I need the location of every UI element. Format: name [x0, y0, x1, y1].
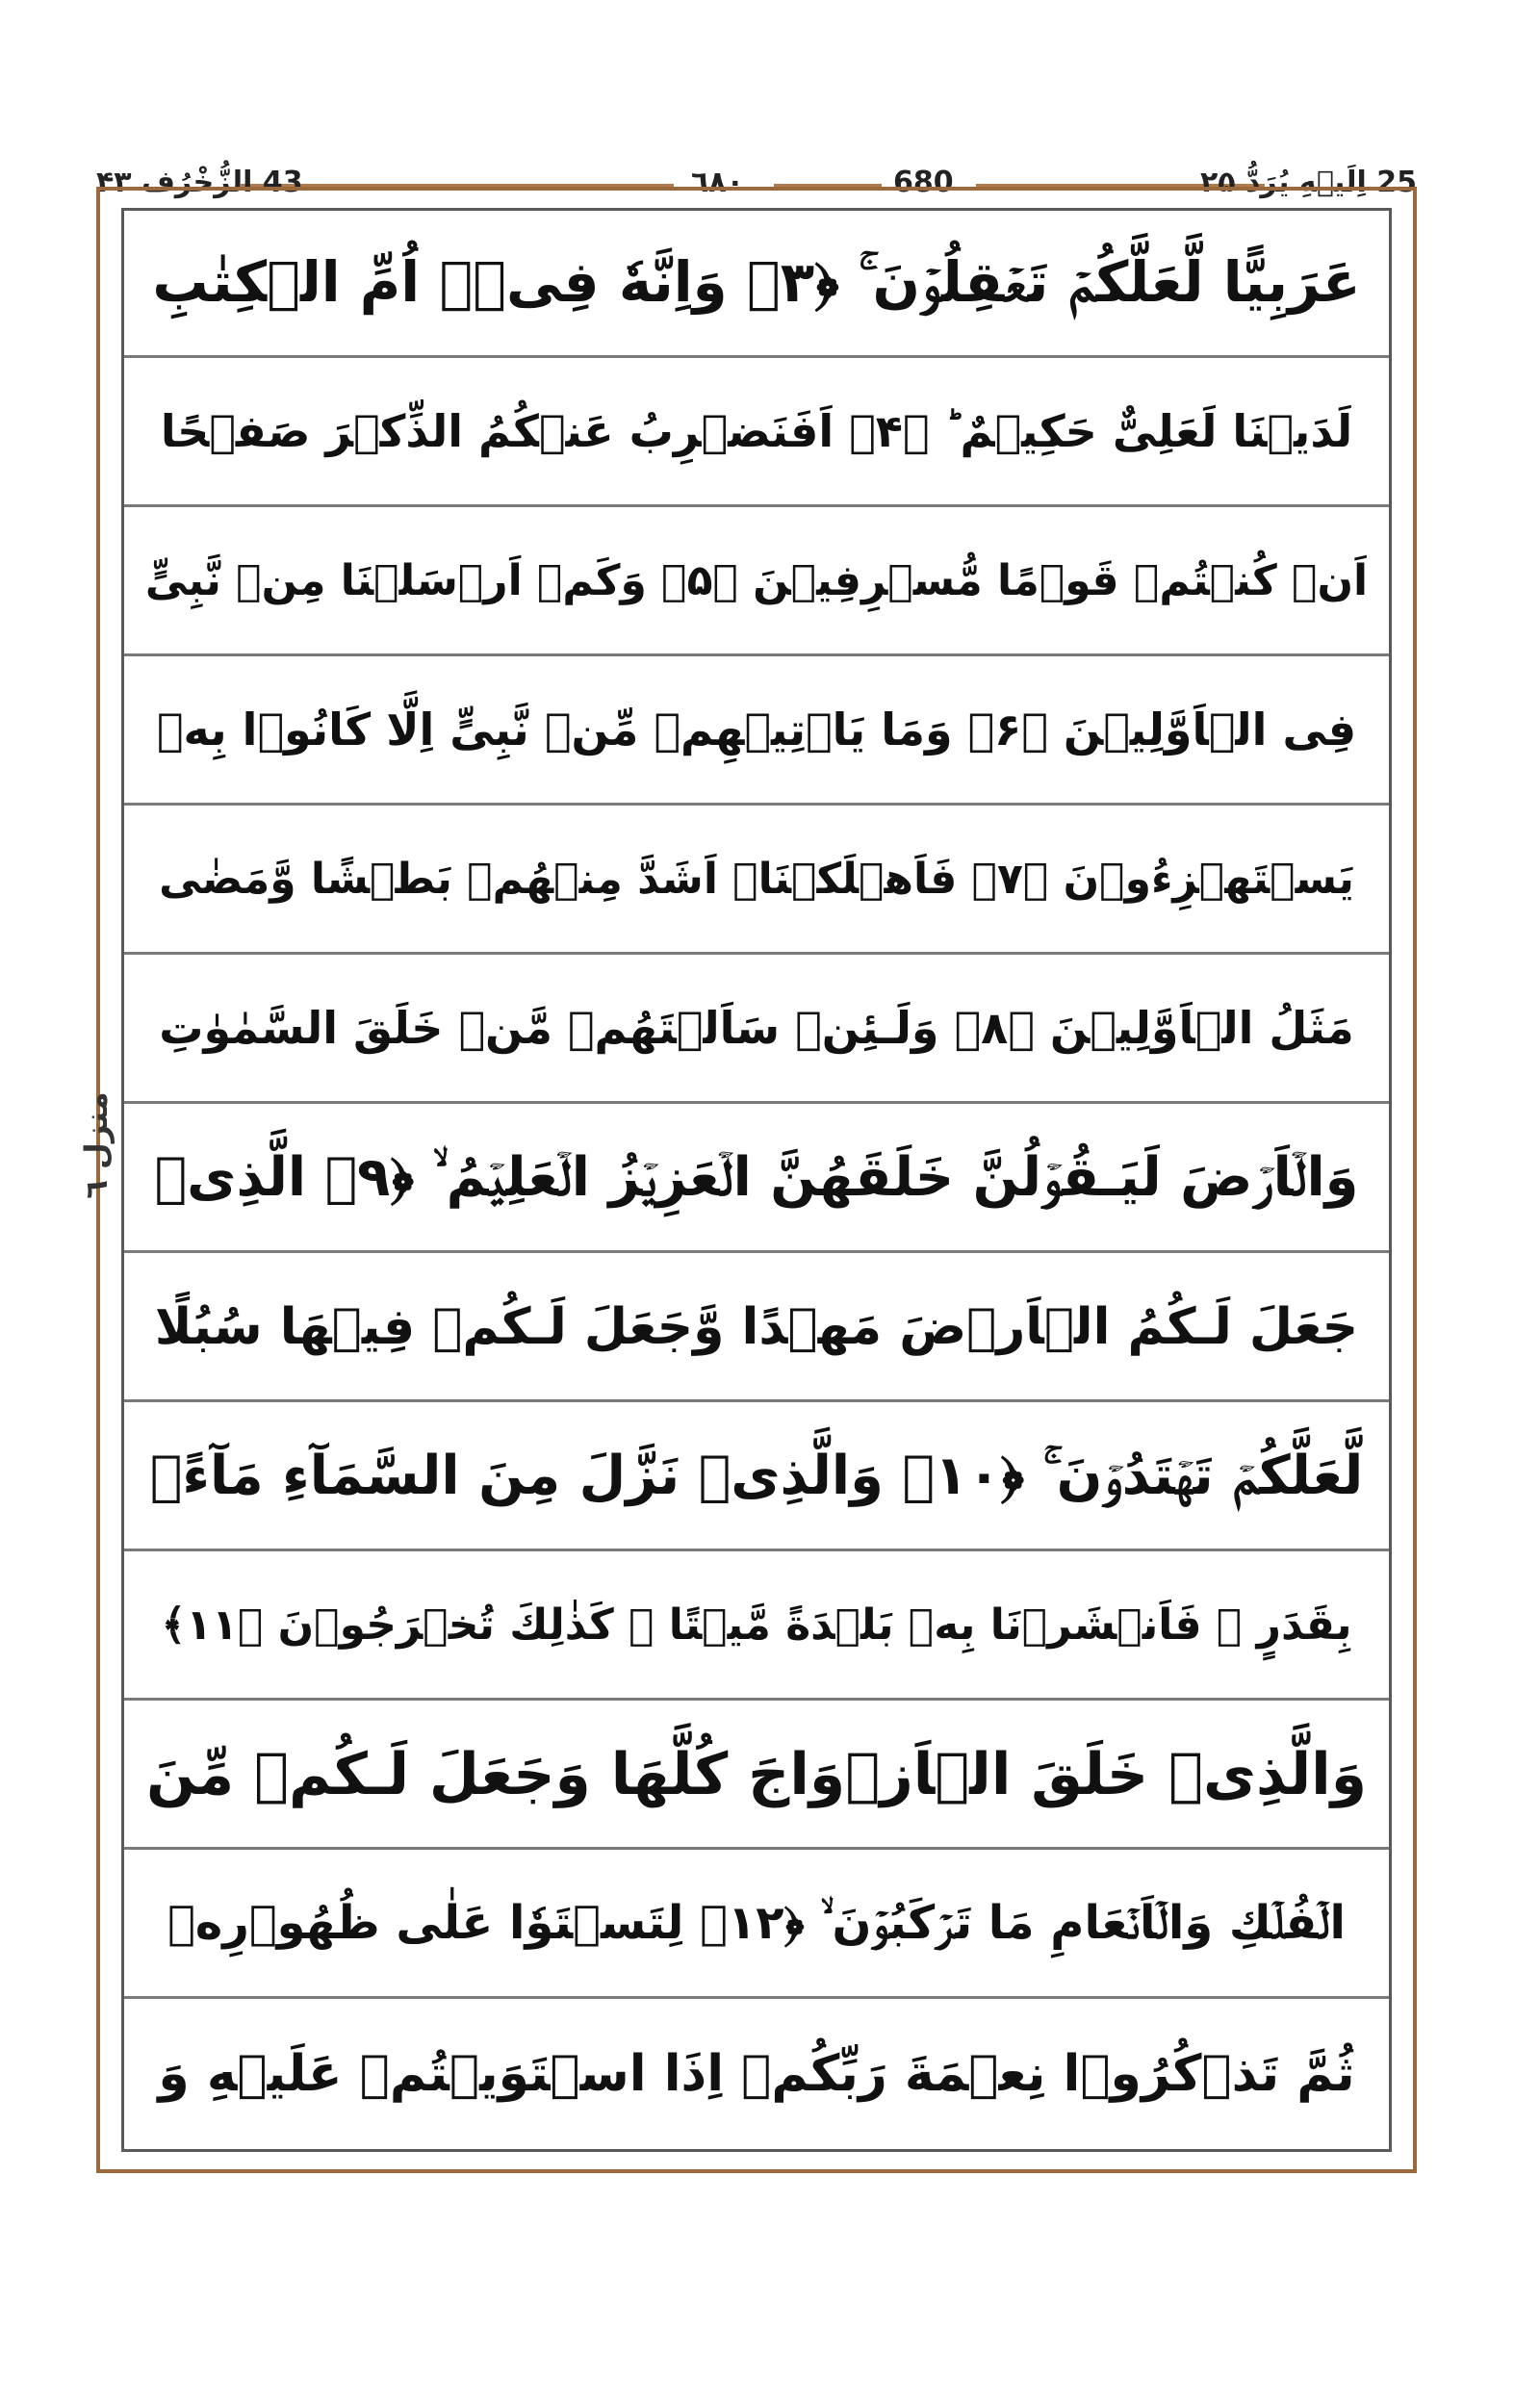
page-number-arabic: ٦٨٠ — [691, 166, 744, 199]
verse-line-3 — [124, 509, 1389, 656]
page-number: 680 — [893, 166, 954, 199]
line-text: وَالَّذِىۡ خَلَقَ الۡاَزۡوَاجَ كُلَّهَا وَجَعَلَ لَـكُمۡ مِّنَ — [145, 1741, 1368, 1808]
verse-line-13 — [124, 2001, 1389, 2148]
verse-line-12 — [124, 1852, 1389, 1999]
line-text: ثُمَّ تَذۡكُرُوۡا نِعۡمَةَ رَبِّكُمۡ اِذَا اسۡتَوَيۡتُمۡ عَلَيۡهِ وَ — [158, 2045, 1355, 2104]
verse-line-5 — [124, 807, 1389, 955]
line-text: اَنۡ كُنۡتُمۡ قَوۡمًا مُّسۡرِفِيۡنَ‏ ﴿۵﴾ وَكَمۡ اَرۡسَلۡنَا مِنۡ نَّبِىٍّ — [144, 555, 1369, 605]
line-text: الۡفُلۡكِ وَالۡاَنۡعَامِ مَا تَرۡكَبُوۡنَ ۙ‏ ﴿۱۲﴾ لِتَسۡتَوٗا عَلٰى ظُهُوۡرِهٖ — [167, 1896, 1346, 1951]
line-text: مَثَلُ الۡاَوَّلِيۡنَ‏ ﴿۸﴾ وَلَـئِنۡ سَاَلۡتَهُمۡ مَّنۡ خَلَقَ السَّمٰوٰتِ — [159, 1002, 1354, 1055]
verse-line-11 — [124, 1703, 1389, 1850]
line-text: لَدَيۡنَا لَعَلِىٌّ حَكِيۡمٌ ؕ ﴿۴﴾ اَفَنَضۡرِبُ عَنۡكُمُ الذِّكۡرَ صَفۡحًا — [160, 405, 1353, 458]
line-text: جَعَلَ لَـكُمُ الۡاَرۡضَ مَهۡدًا وَّجَعَلَ لَـكُمۡ فِيۡهَا سُبُلًا — [154, 1297, 1359, 1356]
verse-line-6 — [124, 957, 1389, 1104]
surah-name: 43 الزُّخْرُف ۴۳ — [96, 166, 303, 199]
para-name: 25 اِلَيۡهِ يُرَدُّ ۲۵ — [1199, 166, 1417, 199]
line-text: وَالۡاَرۡضَ لَيَـقُوۡلُنَّ خَلَقَهُنَّ الۡعَزِيۡزُ الۡعَلِيۡمُ ۙ‏ ﴿۹﴾ الَّذِىۡ — [154, 1146, 1359, 1210]
line-text: بِقَدَرٍ‌ ۚ فَاَنۡشَرۡنَا بِهٖ بَلۡدَةً مَّيۡتًا‌ ۚ كَذٰلِكَ تُخۡرَجُوۡنَ‏ ﴿۱۱﴾ — [161, 1600, 1352, 1650]
line-text: لَّعَلَّكُمۡ تَهۡتَدُوۡنَ‌ ۚ‏ ﴿۱۰﴾ وَالَّذِىۡ نَزَّلَ مِنَ السَّمَآءِ مَآءًۢ — [149, 1445, 1364, 1508]
line-text: يَسۡتَهۡزِءُوۡنَ‏ ﴿۷﴾ فَاَهۡلَكۡنَاۤ اَشَدَّ مِنۡهُمۡ بَطۡشًا وَّمَضٰى — [159, 854, 1354, 904]
verse-line-7 — [124, 1106, 1389, 1253]
verse-line-9 — [124, 1404, 1389, 1551]
verse-line-10 — [124, 1553, 1389, 1701]
verse-line-2 — [124, 360, 1389, 507]
verse-line-1 — [124, 211, 1389, 358]
verse-line-4 — [124, 658, 1389, 806]
line-text: عَرَبِيًّا لَّعَلَّكُمۡ تَعۡقِلُوۡنَ ۚ‏ ﴿۳﴾ وَاِنَّهٗ فِىۡۤ اُمِّ الۡكِتٰبِ — [152, 249, 1361, 316]
manzil-label: منزل ٦ — [78, 1091, 115, 1199]
verse-line-8 — [124, 1255, 1389, 1402]
line-text: فِى الۡاَوَّلِيۡنَ‏ ﴿۶﴾ وَمَا يَاۡتِيۡهِمۡ مِّنۡ نَّبِىٍّ اِلَّا كَانُوۡا بِهٖ — [156, 704, 1357, 756]
verse-lines — [124, 211, 1389, 2149]
